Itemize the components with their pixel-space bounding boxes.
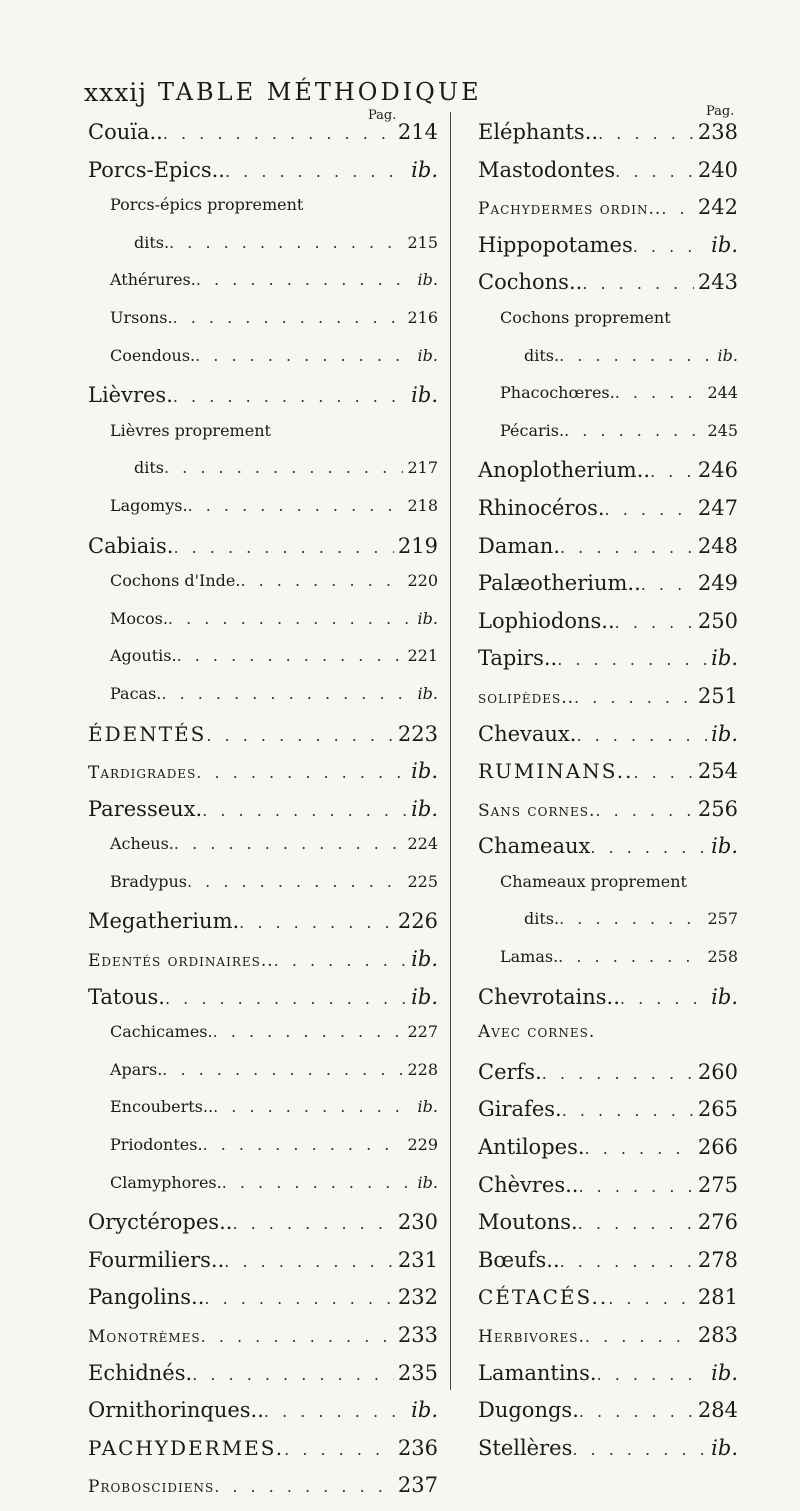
toc-entry — [88, 947, 438, 985]
toc-entry — [478, 1398, 738, 1436]
toc-entry-page: 224 — [407, 834, 438, 854]
toc-entry-label: Antilopes. — [478, 1135, 585, 1160]
dot-leader — [173, 308, 404, 327]
toc-entry-label: Chèvres.. — [478, 1172, 579, 1197]
toc-entry-page: 215 — [407, 232, 438, 252]
dot-leader — [213, 1097, 413, 1116]
dot-leader — [161, 684, 413, 703]
toc-entry-page: 236 — [397, 1435, 438, 1460]
toc-entry-page: ib. — [417, 608, 438, 628]
dot-leader — [650, 462, 694, 481]
toc-entry — [88, 270, 438, 308]
dot-leader — [201, 1327, 394, 1346]
dot-leader — [232, 1214, 393, 1233]
toc-entry — [88, 872, 438, 910]
dot-leader — [173, 538, 393, 557]
toc-entry-label: Athérures. — [110, 270, 196, 290]
toc-entry-label: Cerfs. — [478, 1059, 542, 1084]
toc-entry-label: Hippopotames — [478, 232, 633, 257]
toc-entry-label: Porcs-épics proprement — [110, 195, 304, 215]
dot-leader — [579, 1402, 694, 1421]
dot-leader — [615, 613, 694, 632]
dot-leader — [225, 162, 407, 181]
toc-entry-page: ib. — [417, 1172, 438, 1192]
toc-entry-page: 219 — [397, 533, 438, 558]
toc-entry-label: Mocos. — [110, 608, 168, 628]
toc-entry-page: ib. — [711, 232, 738, 257]
toc-entry-label: Bradypus — [110, 871, 187, 891]
toc-entry-label: Apars. — [110, 1059, 163, 1079]
toc-entry-label: Bœufs.. — [478, 1247, 560, 1272]
toc-entry-page: 223 — [397, 721, 438, 746]
toc-entry-label: Pécaris. — [500, 420, 565, 440]
toc-entry-page: 216 — [407, 307, 438, 327]
toc-entry-label: Chevrotains.. — [478, 984, 620, 1009]
toc-entry-label: Tapirs.. — [478, 646, 558, 671]
toc-entry-page: 276 — [697, 1210, 738, 1235]
toc-entry-label: Agoutis. — [110, 646, 177, 666]
toc-entry — [478, 609, 738, 647]
toc-entry — [88, 1135, 438, 1173]
dot-leader — [578, 1177, 693, 1196]
toc-entry-label: PACHYDERMES. — [88, 1435, 285, 1460]
toc-entry — [88, 571, 438, 609]
toc-entry-label: Sans cornes. — [478, 800, 596, 821]
toc-entry-page: 229 — [407, 1135, 438, 1155]
dot-leader — [585, 1139, 694, 1158]
dot-leader — [163, 124, 394, 143]
dot-leader — [188, 496, 404, 515]
toc-entry — [88, 834, 438, 872]
dot-leader — [174, 834, 404, 853]
toc-entry — [478, 496, 738, 534]
toc-entry-page: 242 — [697, 195, 738, 220]
toc-entry — [88, 646, 438, 684]
toc-entry — [478, 1135, 738, 1173]
toc-entry — [478, 985, 738, 1023]
toc-entry — [478, 1173, 738, 1211]
toc-entry-label: Herbivores. — [478, 1327, 585, 1347]
toc-entry-page: 221 — [407, 646, 438, 666]
dot-leader — [559, 909, 703, 928]
toc-entry-page: ib. — [711, 721, 738, 746]
toc-entry-page: ib. — [411, 984, 438, 1009]
dot-leader — [641, 575, 694, 594]
dot-leader — [564, 421, 703, 440]
toc-entry-label: dits. — [134, 232, 170, 252]
dot-leader — [572, 1440, 707, 1459]
toc-entry — [88, 1361, 438, 1399]
toc-entry-label: Dugongs. — [478, 1398, 579, 1423]
toc-entry-page: ib. — [411, 1398, 438, 1423]
toc-entry — [478, 722, 738, 760]
toc-entry-label: dits. — [524, 345, 560, 365]
toc-entry-page: 235 — [397, 1360, 438, 1385]
dot-leader — [633, 237, 707, 256]
dot-leader — [620, 989, 707, 1008]
toc-entry-label: Cochons d'Inde. — [110, 571, 241, 591]
dot-leader — [585, 1327, 694, 1346]
toc-entry — [478, 458, 738, 496]
toc-entry — [88, 383, 438, 421]
toc-entry-label: Ursons. — [110, 307, 173, 327]
toc-entry-page: ib. — [717, 345, 738, 365]
toc-entry-label: Porcs-Epics.. — [88, 157, 225, 182]
toc-entry-page: ib. — [711, 834, 738, 859]
toc-entry-label: Cabiais. — [88, 533, 174, 558]
dot-leader — [598, 124, 694, 143]
toc-entry-label: Palæotherium.. — [478, 571, 641, 596]
toc-entry-page: ib. — [711, 984, 738, 1009]
toc-entry — [88, 759, 438, 797]
toc-entry-label: Phacochœres. — [500, 383, 615, 403]
toc-entry-label: Cachicames. — [110, 1022, 213, 1042]
toc-entry-label: Tardigrades — [88, 763, 197, 784]
toc-entry — [88, 1173, 438, 1211]
dot-leader — [240, 571, 403, 590]
toc-entry — [88, 1285, 438, 1323]
toc-entry-page: ib. — [411, 759, 438, 784]
toc-entry — [88, 120, 438, 158]
toc-entry-label: dits. — [524, 909, 560, 929]
toc-entry — [478, 383, 738, 421]
dot-leader — [615, 383, 704, 402]
dot-leader — [590, 838, 707, 857]
toc-entry — [88, 1097, 438, 1135]
dot-leader — [224, 1252, 394, 1271]
toc-entry-label: Edentés ordinaires.. — [88, 951, 274, 972]
dot-leader — [560, 1252, 694, 1271]
running-head: TABLE MÉTHODIQUE — [158, 78, 482, 106]
dot-leader — [558, 947, 703, 966]
dot-leader — [578, 1214, 694, 1233]
toc-entry-page: 256 — [697, 796, 738, 821]
toc-entry-label: Anoplotherium.. — [478, 458, 651, 483]
toc-entry-page: 227 — [407, 1022, 438, 1042]
toc-entry-label: Fourmiliers.. — [88, 1247, 225, 1272]
right-column — [478, 120, 738, 1473]
toc-entry-label: Encouberts.. — [110, 1097, 214, 1117]
toc-entry-page: 281 — [697, 1285, 738, 1310]
toc-entry-page: ib. — [411, 383, 438, 408]
toc-entry-label: solipèdes.. — [478, 687, 575, 708]
toc-entry — [478, 308, 738, 346]
dot-leader — [560, 538, 694, 557]
toc-entry — [478, 1248, 738, 1286]
dot-leader — [165, 989, 407, 1008]
toc-entry-label: Tatous. — [88, 984, 165, 1009]
pag-label-right: Pag. — [706, 104, 735, 119]
toc-entry-page: 258 — [707, 947, 738, 967]
toc-entry-page: 284 — [697, 1398, 738, 1423]
dot-leader — [213, 1022, 404, 1041]
toc-entry-page: 249 — [697, 571, 738, 596]
toc-entry-label: CÉTACÉS.. — [478, 1285, 609, 1310]
toc-entry-page: ib. — [417, 270, 438, 290]
dot-leader — [169, 233, 403, 252]
dot-leader — [214, 1477, 394, 1496]
toc-entry-label: Lophiodons.. — [478, 608, 615, 633]
toc-entry-page: 230 — [397, 1210, 438, 1235]
toc-entry-page: ib. — [411, 947, 438, 972]
toc-entry — [478, 158, 738, 196]
dot-leader — [192, 1365, 394, 1384]
toc-entry-page: 248 — [697, 533, 738, 558]
toc-entry-page: 250 — [697, 608, 738, 633]
toc-entry — [478, 1436, 738, 1474]
toc-entry — [88, 346, 438, 384]
toc-entry-label: Monotrèmes — [88, 1327, 201, 1347]
dot-leader — [284, 1440, 394, 1459]
toc-entry — [88, 797, 438, 835]
toc-entry-label: Clamyphores. — [110, 1172, 222, 1192]
toc-entry-label: Lagomys. — [110, 495, 188, 515]
toc-entry-label: Chameaux — [478, 834, 591, 859]
toc-entry — [88, 985, 438, 1023]
toc-entry — [478, 684, 738, 722]
dot-leader — [196, 763, 407, 782]
toc-entry-label: ÉDENTÉS — [88, 721, 207, 746]
toc-entry — [88, 1436, 438, 1474]
toc-entry-label: Lièvres. — [88, 383, 173, 408]
toc-entry — [478, 797, 738, 835]
toc-entry-page: 278 — [697, 1247, 738, 1272]
toc-entry — [88, 308, 438, 346]
toc-entry-page: 266 — [697, 1135, 738, 1160]
toc-entry — [478, 1323, 738, 1361]
toc-entry — [478, 909, 738, 947]
toc-entry — [478, 759, 738, 797]
toc-entry-page: 245 — [707, 420, 738, 440]
dot-leader — [559, 346, 713, 365]
dot-leader — [605, 500, 694, 519]
toc-entry-label: Couïa.. — [88, 120, 163, 144]
toc-entry-page: 244 — [707, 383, 738, 403]
toc-entry-label: Echidnés. — [88, 1360, 193, 1385]
toc-entry-page: 257 — [707, 909, 738, 929]
toc-entry — [88, 1398, 438, 1436]
toc-entry-label: Avec cornes. — [478, 1022, 596, 1043]
toc-entry — [88, 609, 438, 647]
toc-entry-page: 217 — [407, 458, 438, 478]
dot-leader — [557, 650, 707, 669]
dot-leader — [203, 1135, 404, 1154]
dot-leader — [542, 1064, 694, 1083]
toc-entry-label: Eléphants.. — [478, 120, 599, 144]
toc-entry — [88, 1248, 438, 1286]
toc-entry-label: Proboscidiens — [88, 1477, 215, 1498]
toc-entry-page: ib. — [417, 1097, 438, 1117]
toc-entry — [478, 947, 738, 985]
toc-entry-page: 225 — [407, 871, 438, 891]
toc-entry-label: Lièvres proprement — [110, 420, 271, 440]
toc-entry — [478, 534, 738, 572]
toc-entry — [88, 233, 438, 271]
toc-entry — [478, 233, 738, 271]
toc-entry — [88, 1473, 438, 1511]
toc-entry-label: Chameaux proprement — [500, 871, 687, 891]
toc-entry-page: 247 — [697, 495, 738, 520]
toc-entry-label: Pangolins.. — [88, 1285, 205, 1310]
toc-entry — [478, 571, 738, 609]
dot-leader — [264, 1402, 407, 1421]
toc-entry-page: 214 — [397, 120, 438, 144]
dot-leader — [595, 801, 694, 820]
toc-entry — [88, 195, 438, 233]
dot-leader — [633, 763, 693, 782]
toc-entry-label: Ornithorinques.. — [88, 1398, 264, 1423]
toc-entry-page: 246 — [697, 458, 738, 483]
toc-entry — [478, 120, 738, 158]
toc-entry-page: 228 — [407, 1059, 438, 1079]
toc-entry — [88, 158, 438, 196]
toc-entry-page: 237 — [397, 1473, 438, 1498]
toc-entry-page: 283 — [697, 1323, 738, 1347]
dot-leader — [162, 1060, 403, 1079]
toc-entry-page: 260 — [697, 1059, 738, 1084]
toc-entry-label: Stellères — [478, 1435, 573, 1460]
toc-entry — [88, 421, 438, 459]
dot-leader — [562, 1101, 694, 1120]
dot-leader — [239, 913, 394, 932]
toc-entry — [478, 1285, 738, 1323]
toc-entry-page: 220 — [407, 571, 438, 591]
toc-entry — [88, 458, 438, 496]
dot-leader — [597, 1365, 708, 1384]
dot-leader — [177, 646, 404, 665]
toc-entry-label: Girafes. — [478, 1097, 562, 1122]
toc-entry — [88, 684, 438, 722]
toc-entry — [478, 195, 738, 233]
column-divider — [450, 112, 451, 1390]
toc-entry-page: 231 — [397, 1247, 438, 1272]
toc-entry-page: 240 — [697, 157, 738, 182]
toc-entry-page: ib. — [417, 345, 438, 365]
page-number: xxxij — [84, 78, 148, 107]
toc-entry-page: 275 — [697, 1172, 738, 1197]
toc-entry — [478, 872, 738, 910]
toc-entry-page: 218 — [407, 495, 438, 515]
dot-leader — [615, 162, 694, 181]
toc-entry — [478, 1060, 738, 1098]
toc-entry-label: Rhinocéros. — [478, 495, 605, 520]
toc-entry-label: Megatherium. — [88, 909, 240, 934]
toc-entry-page: ib. — [411, 157, 438, 182]
toc-entry-page: 254 — [697, 759, 738, 784]
toc-entry — [88, 1060, 438, 1098]
toc-entry-page: ib. — [417, 683, 438, 703]
toc-entry-label: Priodontes. — [110, 1135, 203, 1155]
toc-entry-label: Lamas. — [500, 947, 559, 967]
toc-entry-label: Mastodontes — [478, 157, 616, 182]
toc-entry — [88, 1210, 438, 1248]
toc-entry-label: Daman. — [478, 533, 560, 558]
toc-entry-label: Moutons. — [478, 1210, 578, 1235]
toc-entry-label: Cochons proprement — [500, 307, 671, 327]
toc-entry — [88, 1022, 438, 1060]
dot-leader — [574, 688, 694, 707]
dot-leader — [582, 274, 694, 293]
toc-entry-page: 238 — [697, 120, 738, 144]
toc-entry — [478, 834, 738, 872]
dot-leader — [173, 387, 407, 406]
toc-entry — [478, 1097, 738, 1135]
pag-label-left: Pag. — [368, 108, 397, 123]
toc-entry — [88, 534, 438, 572]
toc-entry-page: 232 — [397, 1285, 438, 1310]
dot-leader — [196, 270, 414, 289]
toc-entry-page: 233 — [397, 1323, 438, 1347]
toc-entry-label: Cochons.. — [478, 270, 583, 295]
toc-entry-page: ib. — [411, 796, 438, 821]
dot-leader — [168, 609, 414, 628]
toc-entry-label: dits — [134, 458, 164, 478]
dot-leader — [195, 346, 413, 365]
toc-entry-page: 251 — [697, 683, 738, 708]
toc-entry-page: ib. — [711, 1435, 738, 1460]
toc-entry-label: Pacas. — [110, 683, 162, 703]
toc-entry — [478, 1361, 738, 1399]
toc-entry — [88, 909, 438, 947]
toc-entry — [478, 346, 738, 384]
toc-entry-page: 265 — [697, 1097, 738, 1122]
dot-leader — [187, 872, 403, 891]
toc-entry-page: ib. — [711, 1360, 738, 1385]
dot-leader — [274, 951, 408, 970]
toc-entry — [478, 646, 738, 684]
dot-leader — [206, 726, 394, 745]
toc-entry-label: Lamantins. — [478, 1360, 597, 1385]
toc-entry-label: Acheus. — [110, 834, 174, 854]
toc-entry — [478, 421, 738, 459]
toc-entry-label: Coendous. — [110, 345, 196, 365]
dot-leader — [164, 458, 403, 477]
dot-leader — [204, 1289, 394, 1308]
dot-leader — [202, 801, 407, 820]
toc-entry — [88, 722, 438, 760]
dot-leader — [661, 199, 694, 218]
toc-entry — [88, 496, 438, 534]
dot-leader — [576, 726, 707, 745]
toc-entry-label: Chevaux. — [478, 721, 577, 746]
toc-entry-page: ib. — [711, 646, 738, 671]
dot-leader — [608, 1289, 694, 1308]
toc-entry-page: 243 — [697, 270, 738, 295]
left-column — [88, 120, 438, 1511]
toc-entry-label: RUMINANS.. — [478, 759, 634, 784]
toc-entry-label: Paresseux. — [88, 796, 203, 821]
toc-entry — [478, 270, 738, 308]
toc-entry — [478, 1210, 738, 1248]
toc-entry — [88, 1323, 438, 1361]
toc-entry-label: Oryctéropes.. — [88, 1210, 233, 1235]
toc-entry — [478, 1022, 738, 1060]
dot-leader — [222, 1173, 414, 1192]
toc-entry-label: Pachydermes ordin.. — [478, 199, 662, 220]
toc-entry-page: 226 — [397, 909, 438, 934]
